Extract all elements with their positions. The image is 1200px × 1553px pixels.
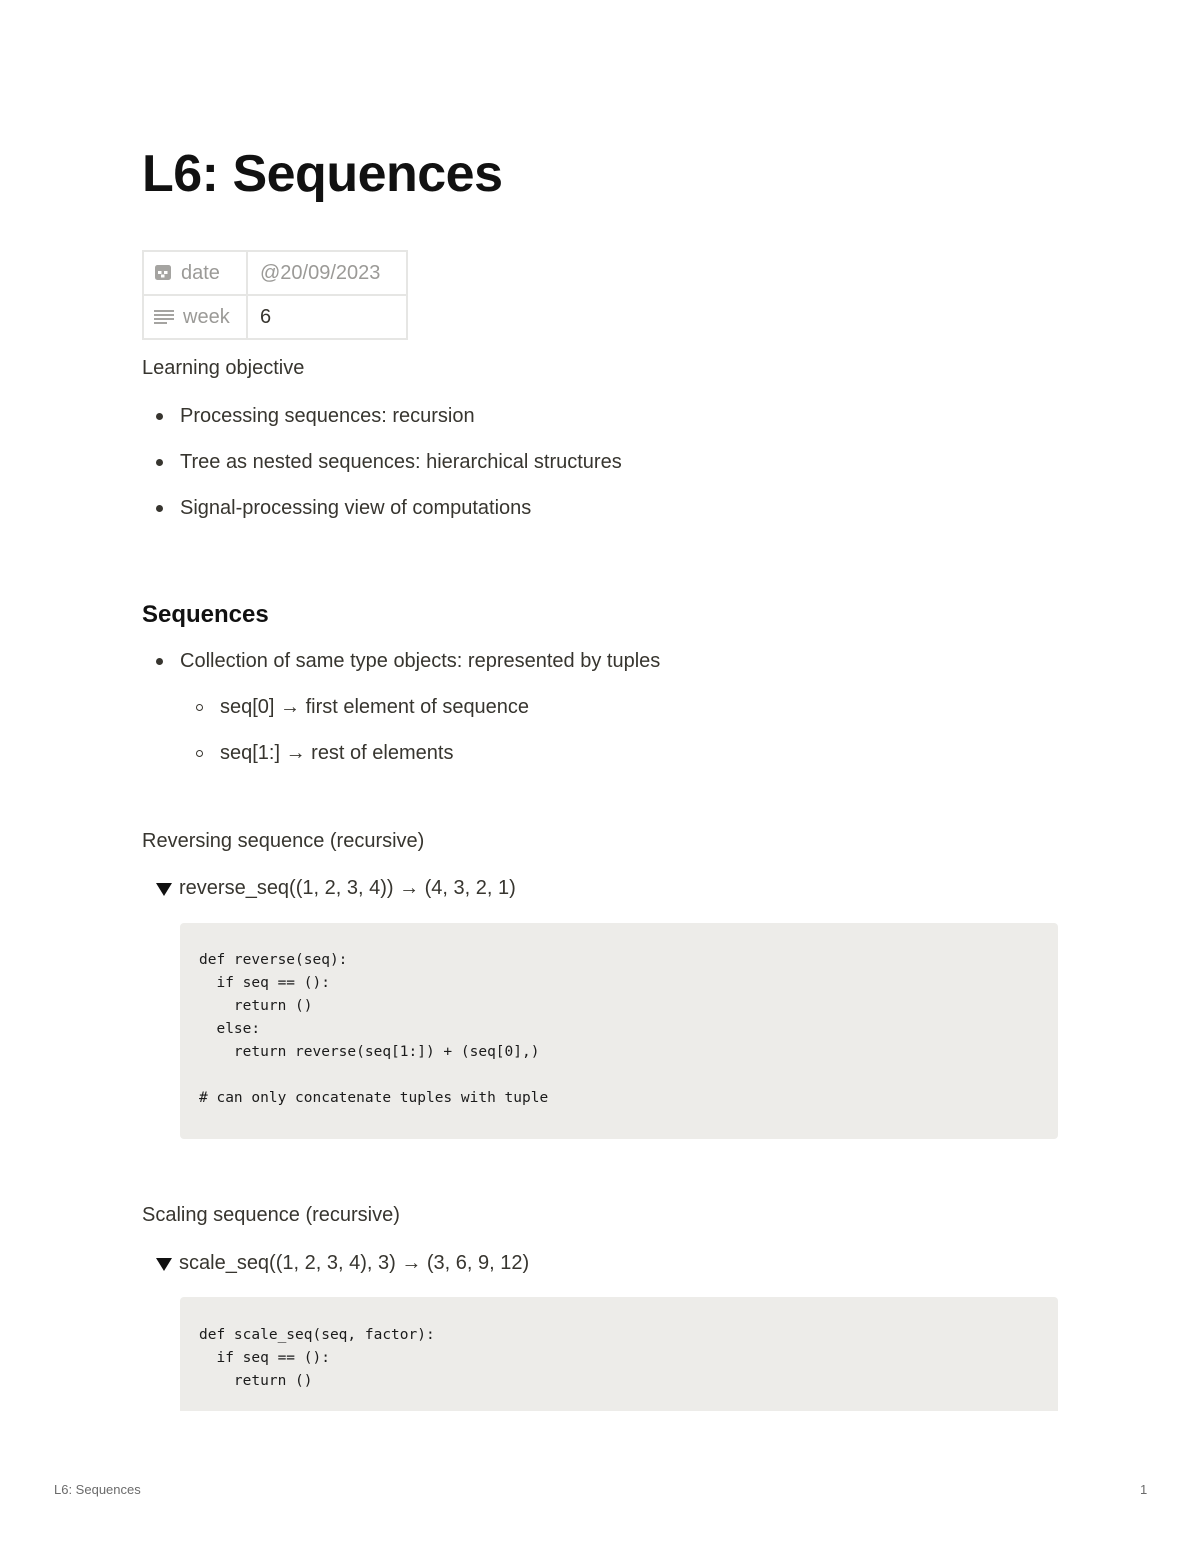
property-key-date: date (181, 261, 220, 284)
code-block-reverse[interactable] (180, 923, 1058, 1139)
toggle-triangle-icon[interactable] (156, 1258, 172, 1271)
page-number: 1 (1140, 1482, 1148, 1497)
property-key-cell (143, 251, 247, 295)
code-text: def scale_seq(seq, factor): if seq == (): return () (199, 1327, 435, 1389)
property-value-date[interactable]: @20/09/2023 (247, 251, 407, 295)
toggle-label: reverse_seq((1, 2, 3, 4)) → (4, 3, 2, 1) (179, 877, 516, 899)
scaling-label: Scaling sequence (recursive) (142, 1204, 400, 1226)
bullet-circle-icon (196, 750, 203, 757)
calendar-icon (154, 263, 172, 281)
reversing-label: Reversing sequence (recursive) (142, 830, 425, 852)
properties-table (142, 250, 408, 340)
page-title: L6: Sequences (142, 145, 503, 203)
bullet-circle-icon (196, 704, 203, 711)
toggle-reverse-seq[interactable] (156, 875, 516, 901)
property-row-date (143, 251, 407, 295)
code-text: def reverse(seq): if seq == (): return () else: return reverse(seq[1:]) + (seq[0],) # can only concatenate tuples with tuple (199, 952, 549, 1106)
bullet-dot-icon (156, 413, 163, 420)
property-row-week (143, 295, 407, 339)
bullet-dot-icon (156, 658, 163, 665)
bullet-dot-icon (156, 459, 163, 466)
property-key-cell (143, 295, 247, 339)
section-heading-sequences: Sequences (142, 601, 269, 628)
toggle-scale-seq[interactable] (156, 1250, 529, 1276)
code-block-scale[interactable] (180, 1297, 1058, 1411)
property-value-week[interactable]: 6 (247, 295, 407, 339)
toggle-label: scale_seq((1, 2, 3, 4), 3) → (3, 6, 9, 12) (179, 1252, 530, 1274)
toggle-triangle-icon[interactable] (156, 883, 172, 896)
property-key-week: week (183, 305, 230, 328)
learning-objective-label: Learning objective (142, 357, 305, 379)
bullet-dot-icon (156, 505, 163, 512)
footer-title: L6: Sequences (54, 1482, 141, 1497)
text-lines-icon (154, 308, 174, 324)
